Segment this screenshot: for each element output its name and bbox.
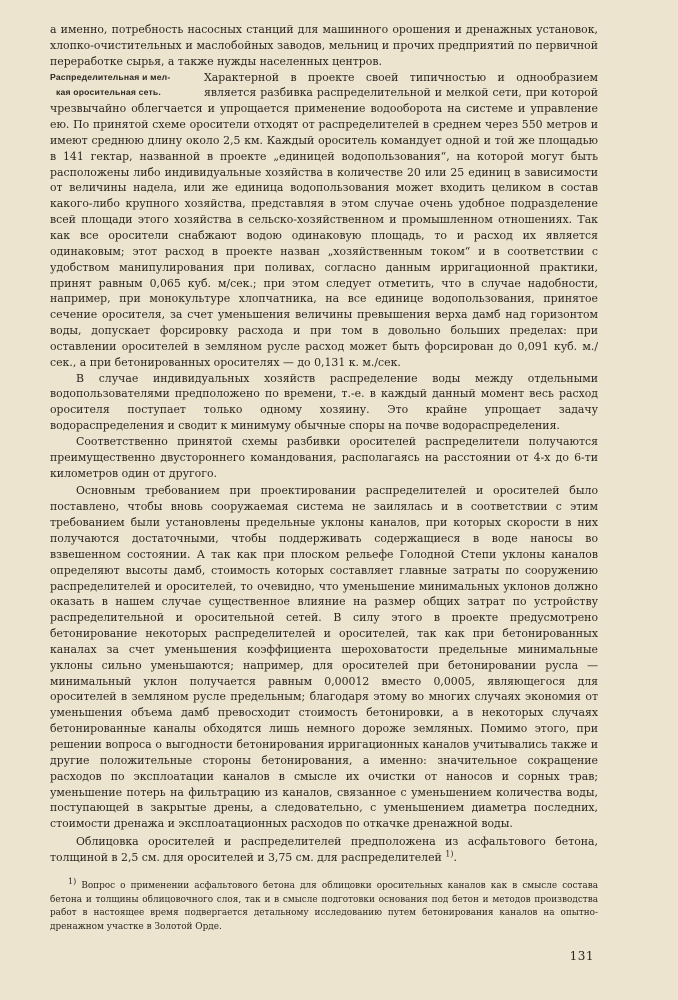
paragraph-distributors-spacing: Соответственно принятой схемы разбивки оросителей распределители получаются преимущественно двустороннего командования, располагаясь на расстоянии от 4-х до 6-ти километров один от другого. — [50, 434, 598, 480]
section-irrigation-network — [50, 70, 598, 371]
side-heading-line-2: кая оросительная сеть. — [56, 87, 162, 98]
paragraph-continued: а именно, потребность насосных станций для машинного орошения и дренажных установок, хлопко-очистительных и маслобойных заводов, мельниц и прочих предприятий по первичной переработке сырья, а также нужды населенных центров. — [50, 23, 598, 68]
footnote — [50, 877, 598, 934]
page-number: 131 — [569, 949, 594, 963]
paragraph-network-layout: Характерной в проекте своей типичностью и однообразием является разбивка распределительной и мелкой сети, при которой чрезвычайно облегчается и упрощается применение водооборота на системе и управление ею. По принятой схеме оросители отходят от распределителей в среднем через 550 метров и имеют среднюю длину около 2,5 км. Каждый ороситель командует одной и той же площадью в 141 гектар, названной в проекте „единицей водопользования“, на которой могут быть расположены либо индивидуальные хозяйства в количестве 20 или 25 единиц в зависимости от величины надела, или же единица водопользования может входить целиком в состав какого-либо крупного хозяйства, представляя в этом случае очень удобное подразделение всей площади этого хозяйства в сельско-хозяйственном и промышленном отношениях. Так как все оросители снабжают водою одинаковую площадь, то и расход их является одинаковым; этот расход в проекте назван „хозяйственным током“ и в соответствии с удобством манипулирования при поливах, согласно данным ирригационной практики, принят равным 0,065 куб. м/сек.; при этом следует отметить, что в случае надобности, например, при монокультуре хлопчатника, на все единице водопользования, принятое сечение оросителя, за счет уменьшения величины превышения верха дамб над горизонтом воды, допускает форсировку расхода и при том в довольно больших пределах: при оставлении оросителей в земляном русле расход может быть форсирован до 0,091 куб. м./сек., а при бетонированных оросителях — до 0,131 к. м./сек. — [50, 70, 598, 369]
footnote-paragraph — [50, 877, 598, 934]
body-text — [50, 22, 598, 866]
lining-end: . — [453, 850, 457, 864]
footnote-reference[interactable]: 1) — [445, 849, 454, 859]
side-heading — [50, 70, 200, 102]
paragraph-lining — [50, 834, 598, 866]
paragraph-water-distribution: В случае индивидуальных хозяйств распределение воды между отдельными водопользователями предположено по времени, т.-е. в каждый данный момент весь расход оросителя поступает только одному хозяину. Это крайне упрощает задачу водораспределения и сводит к минимуму обычные споры на почве водораспределения. — [50, 371, 598, 433]
side-heading-line-1: Распределительная и мел- — [50, 71, 171, 82]
paragraph-canal-slopes: Основным требованием при проектировании распределителей и оросителей было поставлено, чтобы вновь сооружаемая система не заилялась и в соответствии с этим требованием были установлены предельные уклоны каналов, при которых скорости в них получаются достаточными, чтобы поддерживать содержащиеся в воде наносы во взвешенном состоянии. А так как при плоском рельефе Голодной Степи уклоны каналов определяют высоты дамб, стоимость которых составляет главные затраты по сооружению распределителей и оросителей, то очевидно, что уменьшение минимальных уклонов должно оказать в нашем случае существенное влияние на размер общих затрат по устройству распределительной и оросительной сетей. В силу этого в проекте предусмотрено бетонирование некоторых распределителей и оросителей, так как при бетонированных каналах за счет уменьшения коэффициента шероховатости предельные минимальные уклоны сильно уменьшаются; например, для оросителей при бетонировании русла — минимальный уклон получается равным 0,00012 вместо 0,0005, являющегося для оросителей в земляном русле предельным; благодаря этому во многих случаях экономия от уменьшения объема дамб превосходит стоимость бетонировки, а в некоторых случаях бетонированные каналы обходятся лишь немного дороже земляных. Помимо этого, при решении вопроса о выгодности бетонирования ирригационных каналов учитывались также и другие положительные стороны бетонирования, а именно: значительное сокращение расходов по эксплоатации каналов в смысле их очистки от наносов и сорных трав; уменьшение потерь на фильтрацию из каналов, связанное с уменьшением количества воды, поступающей в закрытые дрены, а следовательно, с уменьшением диаметра последних, стоимости дренажа и эксплоатационных расходов по откачке дренажной воды. — [50, 484, 598, 831]
lining-text: Облицовка оросителей и распределителей предположена из асфальтового бетона, толщиной в 2,5 см. для оросителей и 3,75 см. для распределителей — [50, 835, 598, 864]
footnote-marker: 1) — [68, 877, 77, 887]
footnote-text: Вопрос о применении асфальтового бетона для облицовки оросительных каналов как в смысле состава бетона и толщины облицовочного слоя, так и в смысле подготовки основания под бетон и методов производства работ в настоящее время подвергается детальному исследованию путем бетонирования каналов на опытно-дренажном участке в Золотой Орде. — [50, 881, 598, 932]
